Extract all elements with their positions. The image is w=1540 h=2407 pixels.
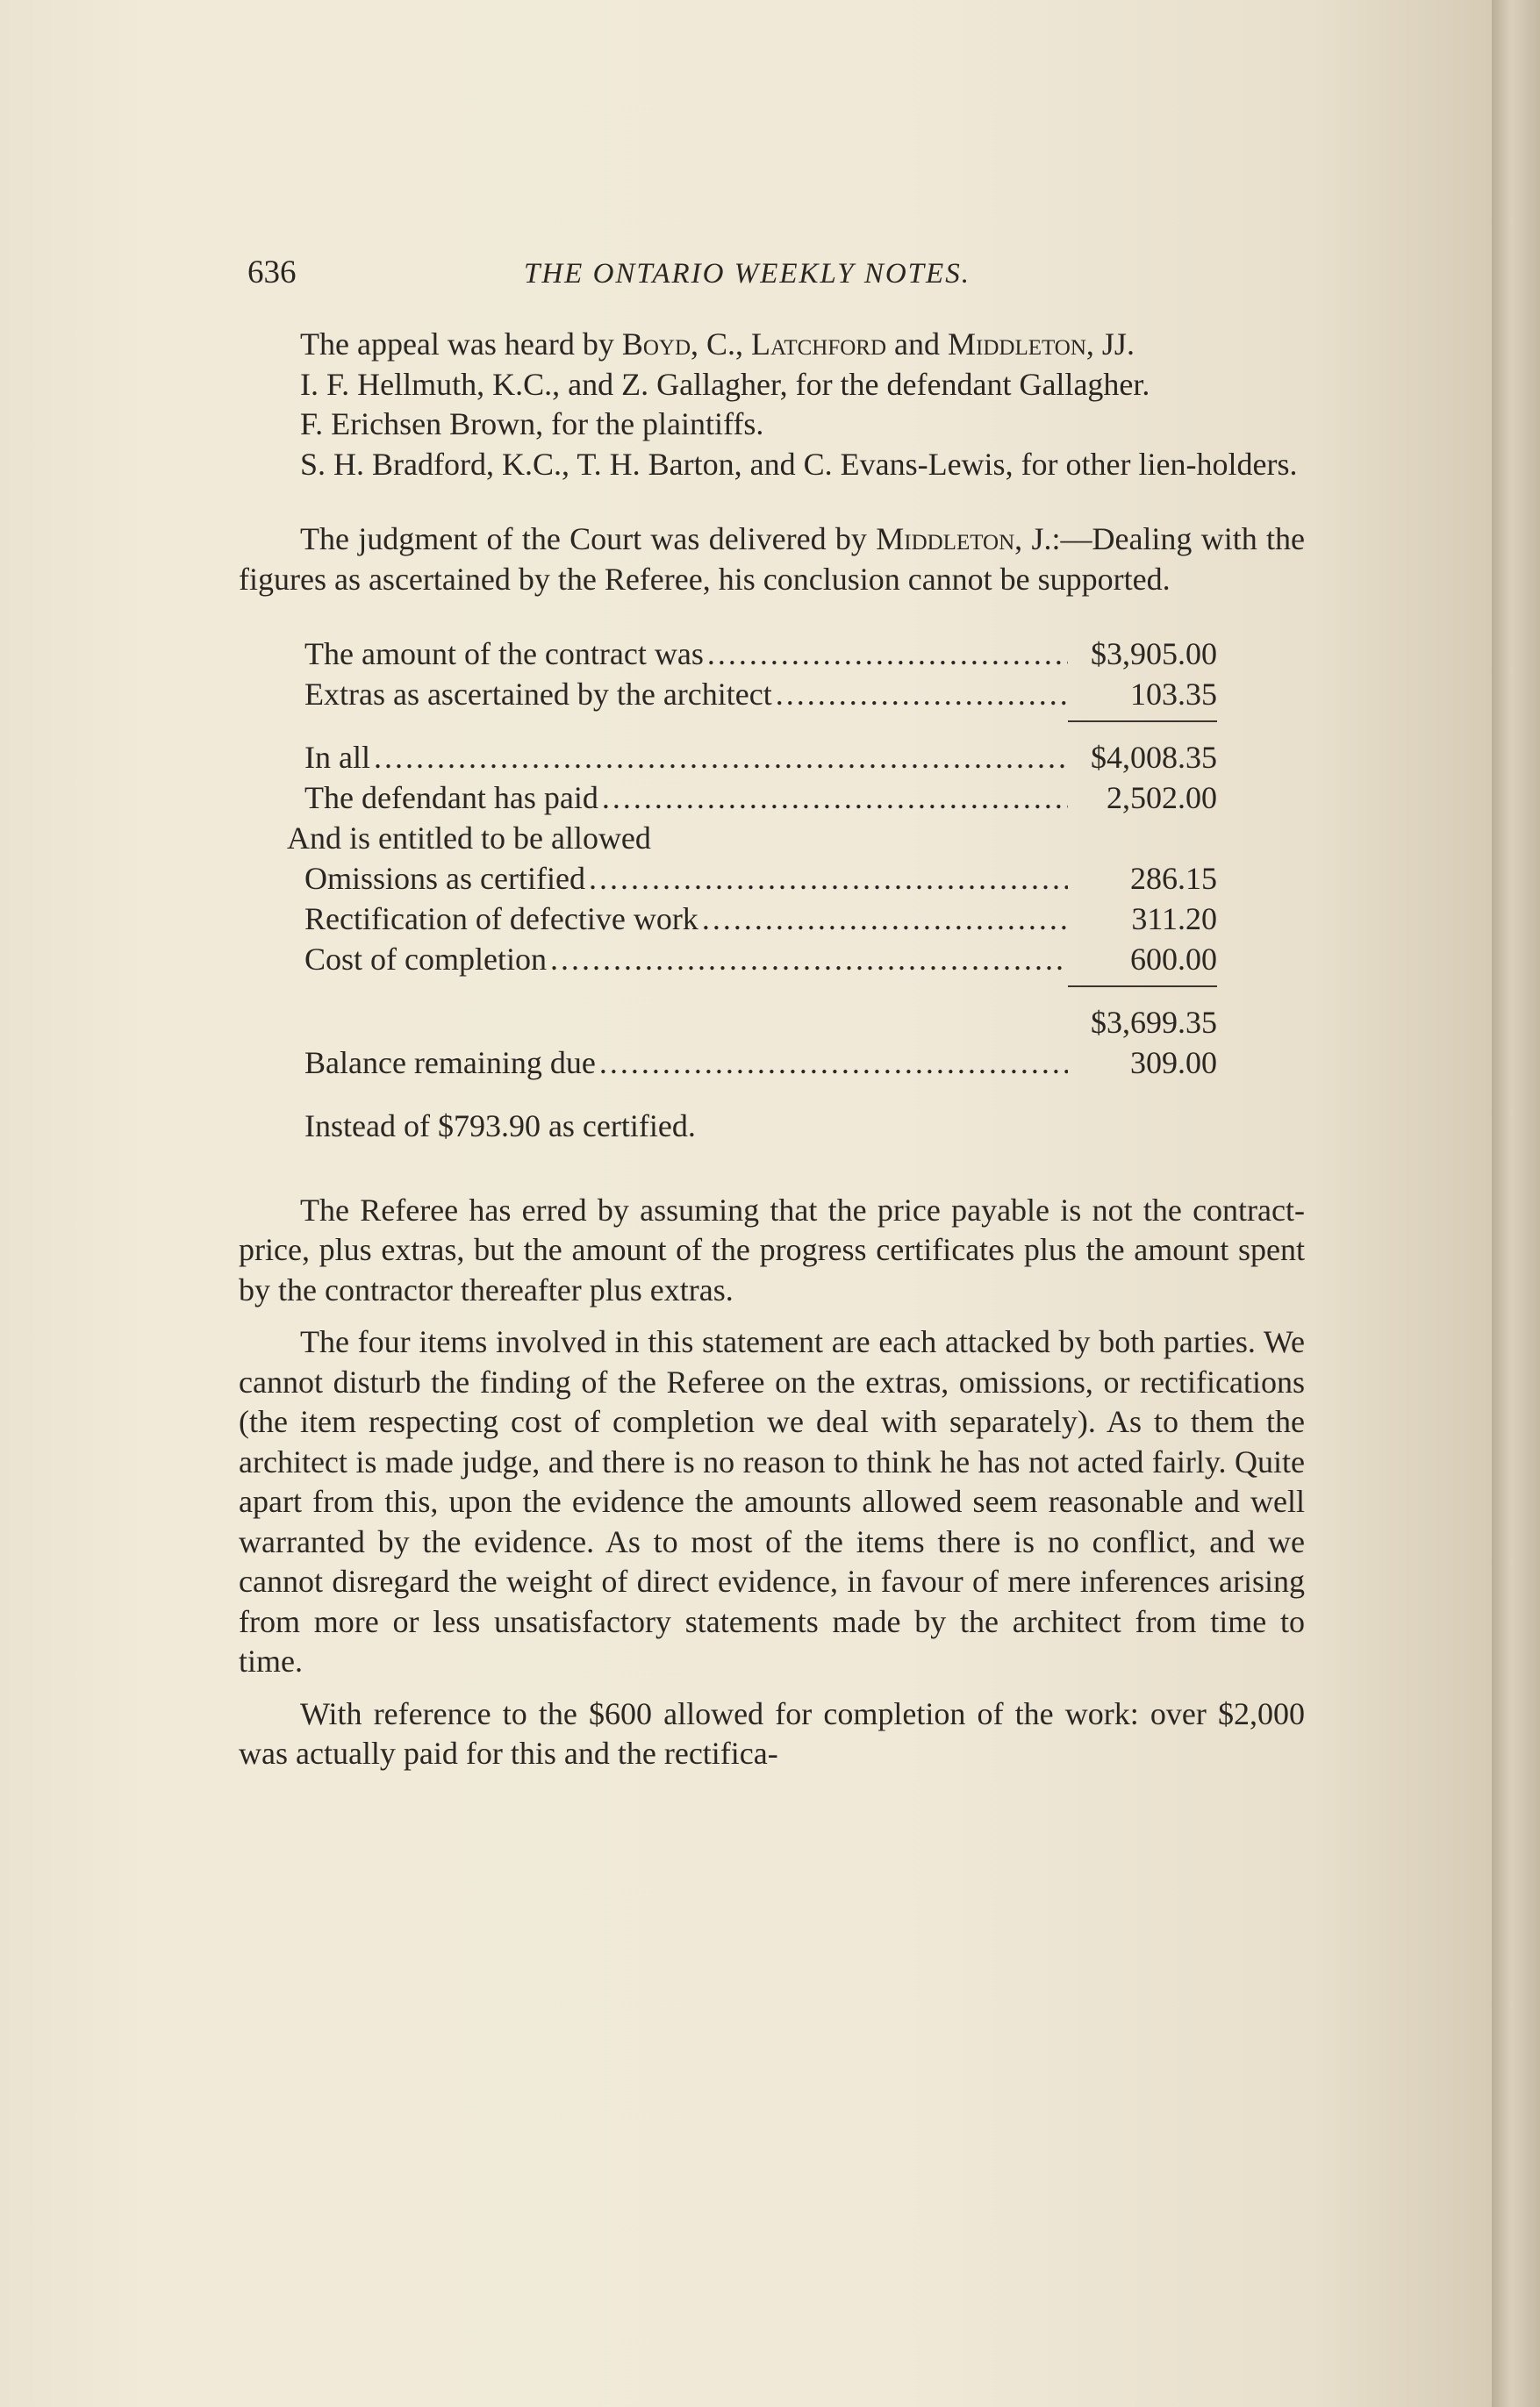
sum-rule	[1068, 720, 1217, 722]
judgment-judge: Middleton	[876, 521, 1015, 556]
omissions-amount: 286.15	[1130, 861, 1217, 896]
body-paragraph-3: With reference to the $600 allowed for completion of the work: over $2,000 was actually paid for this and the rectifica-	[239, 1695, 1305, 1771]
counsel-line-3: S. H. Bradford, K.C., T. H. Barton, and C. Evans-Lewis, for other lien-holders.	[300, 446, 1298, 482]
judge-middleton: Middleton	[948, 326, 1086, 362]
body-paragraph-1: The Referee has erred by assuming that the price payable is not the contract-price, plus extras, but the amount of the progress certificates plus the amount spent by the contractor thereafter plus extras.	[239, 1192, 1305, 1307]
judge-boyd: Boyd	[621, 326, 691, 362]
statement-row-rectification: Rectification of defective work ..... 311.20	[304, 899, 1217, 940]
completion-amount: 600.00	[1130, 942, 1217, 977]
statement-row-allowed: And is entitled to be allowed	[287, 820, 651, 856]
counsel-line-2: F. Erichsen Brown, for the plaintiffs.	[300, 406, 764, 441]
contract-amount: $3,905.00	[1091, 636, 1217, 671]
statement-row-extras: Extras as ascertained by the architect ..... 103.35	[304, 675, 1217, 715]
balance-amount: 309.00	[1130, 1045, 1217, 1080]
journal-title: THE ONTARIO WEEKLY NOTES.	[524, 258, 971, 290]
body-paragraph-2: The four items involved in this statement are each attacked by both parties. We cannot disturb the finding of the Referee on the extras, omissions, or rectifications (the item respecting cost of completion we deal with separately). As to them the architect is made judge, and there is no reason to think he has not acted fairly. Quite apart from this, upon the evidence the amounts allowed seem reasonable and well warranted by the evidence. As to most of the items there is no conflict, and we cannot disregard the weight of direct evidence, in favour of mere inferences arising from more or less unsatisfactory statements made by the architect from time to time.	[239, 1324, 1305, 1679]
account-statement	[287, 634, 1217, 1084]
statement-row-completion: Cost of completion ..... 600.00	[304, 940, 1217, 980]
judgment-paragraph: The judgment of the Court was delivered by Middleton, J.:—Dealing with the figures as ascertained by the Referee, his conclusion cannot be supported.	[239, 521, 1306, 597]
page-edge	[1492, 0, 1540, 2407]
paid-amount: 2,502.00	[1107, 780, 1217, 815]
extras-amount: 103.35	[1130, 677, 1217, 712]
running-head	[239, 246, 1305, 298]
counsel-line-1: I. F. Hellmuth, K.C., and Z. Gallagher, for the defendant Gallagher.	[300, 366, 1150, 402]
in-all-amount: $4,008.35	[1091, 740, 1217, 775]
page-number: 636	[247, 254, 297, 290]
instead-line: Instead of $793.90 as certified.	[304, 1108, 696, 1143]
subtotal-amount: $3,699.35	[1091, 1005, 1217, 1040]
statement-row-paid: The defendant has paid ..... 2,502.00	[304, 778, 1217, 819]
heard-by-paragraph: The appeal was heard by Boyd, C., Latchford and Middleton, JJ.	[300, 326, 1135, 362]
page-content	[239, 246, 1305, 1774]
rectification-amount: 311.20	[1131, 901, 1217, 936]
statement-row-omissions: Omissions as certified ..... 286.15	[304, 859, 1217, 899]
statement-row-in-all: In all ..... $4,008.35	[304, 738, 1217, 778]
statement-row-contract: The amount of the contract was ..... $3,905.00	[304, 634, 1217, 675]
sum-rule	[1068, 985, 1217, 987]
judge-latchford: Latchford	[751, 326, 887, 362]
statement-row-balance: Balance remaining due ..... 309.00	[304, 1043, 1217, 1084]
statement-row-subtotal	[304, 1003, 1217, 1043]
